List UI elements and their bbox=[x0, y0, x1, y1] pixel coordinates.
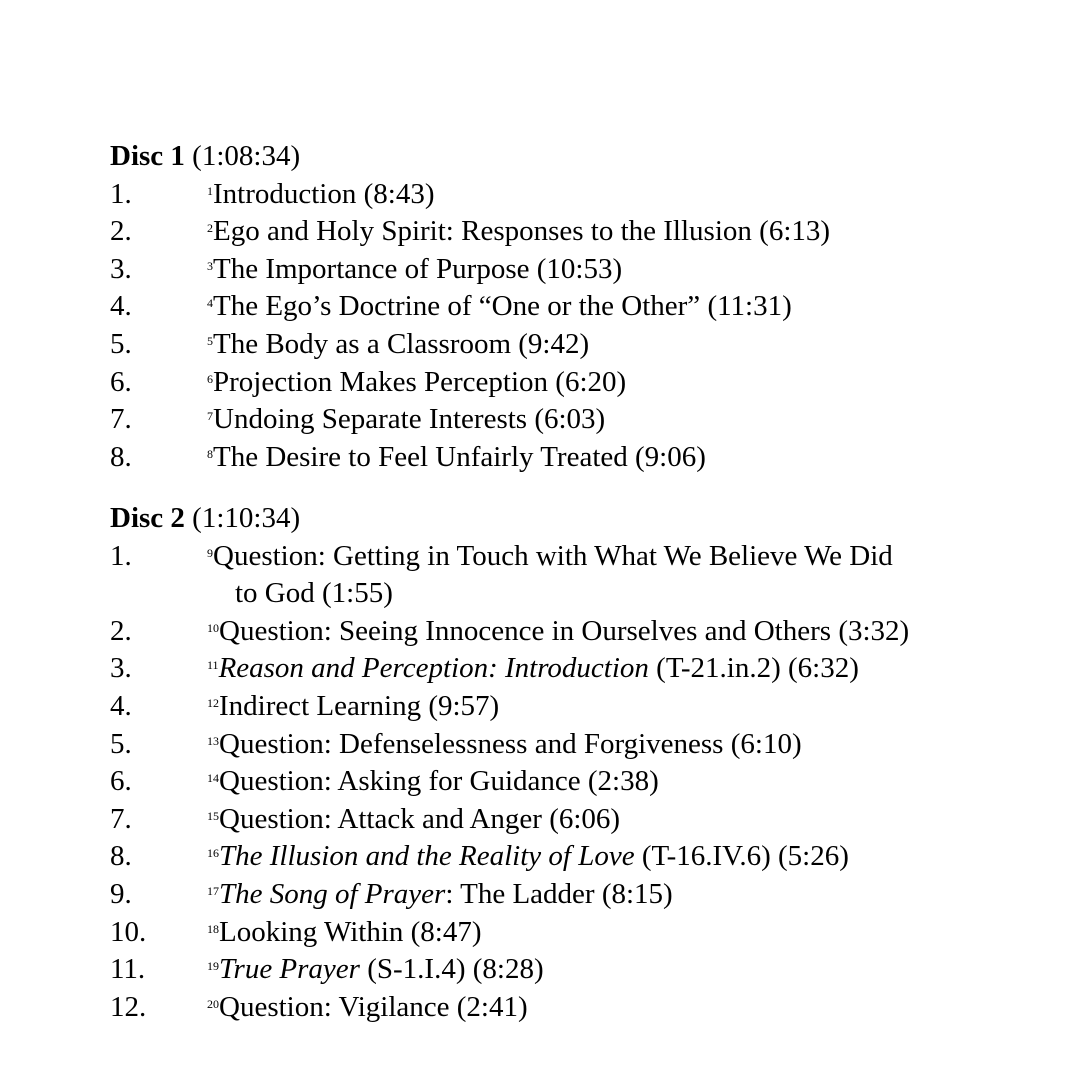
track-text bbox=[207, 439, 830, 477]
track-suffix: (T-21.in.2) (6:32) bbox=[648, 652, 859, 685]
track-title: The Ego’s Doctrine of “One or the Other” bbox=[213, 290, 701, 323]
track-continuation: to God (1:55) bbox=[235, 577, 393, 610]
track-line bbox=[207, 290, 792, 322]
footnote-ref: 17 bbox=[207, 883, 219, 898]
footnote-ref: 3 bbox=[207, 258, 213, 273]
track-title: Projection Makes Perception bbox=[213, 365, 549, 398]
track-number: 10. bbox=[110, 915, 147, 948]
track-title: The Body as a Classroom bbox=[213, 327, 512, 360]
track-number: 4. bbox=[110, 290, 132, 323]
track-line bbox=[207, 403, 605, 435]
track-number: 12. bbox=[110, 990, 147, 1023]
track-number: 5. bbox=[110, 327, 132, 360]
track-line bbox=[207, 840, 849, 872]
track-title: The Desire to Feel Unfairly Treated bbox=[213, 440, 628, 473]
track-text bbox=[207, 613, 909, 651]
track-line bbox=[207, 441, 706, 473]
track-title: Question: Defenselessness and Forgiveness bbox=[219, 727, 724, 760]
track-suffix: (9:06) bbox=[627, 440, 706, 473]
track-text bbox=[207, 989, 909, 1027]
footnote-ref: 5 bbox=[207, 333, 213, 348]
track-text bbox=[207, 326, 830, 364]
track-title: Question: Asking for Guidance bbox=[219, 765, 581, 798]
track-line bbox=[207, 652, 859, 684]
track-number: 4. bbox=[110, 689, 132, 722]
track-line bbox=[207, 728, 802, 760]
footnote-ref: 16 bbox=[207, 846, 219, 861]
track-number: 8. bbox=[110, 440, 132, 473]
track-row bbox=[110, 401, 830, 439]
footnote-ref: 6 bbox=[207, 371, 213, 386]
track-title: Undoing Separate Interests bbox=[213, 403, 528, 436]
footnote-ref: 11 bbox=[207, 658, 219, 673]
track-row bbox=[110, 439, 830, 477]
track-row bbox=[110, 989, 909, 1027]
track-title-italic: True Prayer bbox=[219, 953, 360, 986]
track-suffix: (2:38) bbox=[580, 765, 659, 798]
track-text bbox=[207, 401, 830, 439]
track-list bbox=[110, 538, 909, 1027]
track-line bbox=[207, 615, 909, 647]
track-suffix: (3:32) bbox=[831, 614, 910, 647]
track-title: Question: Vigilance bbox=[219, 990, 450, 1023]
track-row bbox=[110, 914, 909, 952]
disc-header bbox=[110, 500, 909, 538]
track-suffix: (S-1.I.4) (8:28) bbox=[359, 953, 544, 986]
track-line bbox=[207, 690, 499, 722]
track-text bbox=[207, 251, 830, 289]
track-number: 5. bbox=[110, 727, 132, 760]
track-number: 3. bbox=[110, 652, 132, 685]
track-row bbox=[110, 538, 909, 613]
track-line bbox=[207, 916, 482, 948]
track-number: 6. bbox=[110, 365, 132, 398]
track-line bbox=[207, 540, 893, 572]
track-suffix: (6:13) bbox=[751, 215, 831, 248]
track-row bbox=[110, 688, 909, 726]
track-suffix: (2:41) bbox=[449, 990, 528, 1023]
track-text bbox=[207, 213, 830, 251]
track-row bbox=[110, 951, 909, 989]
footnote-ref: 19 bbox=[207, 959, 219, 974]
track-text bbox=[207, 876, 909, 914]
track-row bbox=[110, 326, 830, 364]
track-row bbox=[110, 838, 909, 876]
track-number: 9. bbox=[110, 877, 132, 910]
track-title: Ego and Holy Spirit: Responses to the Illusion bbox=[213, 215, 752, 248]
track-text bbox=[207, 650, 909, 688]
track-title-italic: Reason and Perception: Introduction bbox=[218, 652, 649, 685]
disc-2-section bbox=[110, 500, 909, 1026]
track-suffix: (9:42) bbox=[511, 327, 590, 360]
footnote-ref: 13 bbox=[207, 733, 219, 748]
track-suffix: (11:31) bbox=[700, 290, 792, 323]
track-suffix: (9:57) bbox=[421, 689, 500, 722]
track-suffix: (6:10) bbox=[723, 727, 802, 760]
track-row bbox=[110, 876, 909, 914]
track-row bbox=[110, 176, 830, 214]
track-text bbox=[207, 763, 909, 801]
track-line bbox=[207, 803, 620, 835]
track-row bbox=[110, 763, 909, 801]
track-number: 8. bbox=[110, 840, 132, 873]
track-line bbox=[207, 953, 544, 985]
track-title: Looking Within bbox=[219, 915, 404, 948]
track-text bbox=[207, 288, 830, 326]
disc-label: Disc 2 bbox=[110, 502, 185, 534]
track-row bbox=[110, 213, 830, 251]
track-text bbox=[207, 726, 909, 764]
track-suffix: (6:03) bbox=[527, 403, 606, 436]
track-row bbox=[110, 364, 830, 402]
track-text bbox=[207, 838, 909, 876]
track-text bbox=[207, 364, 830, 402]
track-number: 1. bbox=[110, 177, 132, 210]
footnote-ref: 1 bbox=[207, 183, 213, 198]
track-number: 2. bbox=[110, 614, 132, 647]
track-title-italic: The Song of Prayer bbox=[219, 877, 446, 910]
footnote-ref: 15 bbox=[207, 808, 219, 823]
track-title: Question: Getting in Touch with What We Believe We Did bbox=[213, 539, 893, 572]
track-suffix: : The Ladder (8:15) bbox=[445, 877, 673, 910]
track-list bbox=[110, 176, 830, 477]
track-row bbox=[110, 801, 909, 839]
track-line bbox=[207, 253, 622, 285]
track-number: 7. bbox=[110, 802, 132, 835]
track-number: 7. bbox=[110, 403, 132, 436]
track-title-italic: The Illusion and the Reality of Love bbox=[219, 840, 635, 873]
track-line bbox=[207, 878, 673, 910]
track-line bbox=[207, 178, 434, 210]
track-title: Question: Seeing Innocence in Ourselves and Others bbox=[219, 614, 832, 647]
track-suffix: (6:20) bbox=[548, 365, 627, 398]
track-text bbox=[207, 951, 909, 989]
track-number: 2. bbox=[110, 215, 132, 248]
track-number: 6. bbox=[110, 765, 132, 798]
footnote-ref: 7 bbox=[207, 409, 213, 424]
track-suffix: (T-16.IV.6) (5:26) bbox=[634, 840, 849, 873]
track-title: Introduction bbox=[213, 177, 357, 210]
track-line bbox=[207, 991, 528, 1023]
disc-1-section bbox=[110, 138, 830, 476]
track-row bbox=[110, 650, 909, 688]
track-line bbox=[207, 366, 626, 398]
track-suffix: (10:53) bbox=[529, 252, 623, 285]
track-title: Question: Attack and Anger bbox=[219, 802, 542, 835]
disc-duration: (1:10:34) bbox=[192, 502, 301, 534]
track-number: 3. bbox=[110, 252, 132, 285]
track-suffix: (6:06) bbox=[541, 802, 621, 835]
track-text bbox=[207, 914, 909, 952]
footnote-ref: 12 bbox=[207, 695, 219, 710]
disc-label: Disc 1 bbox=[110, 140, 185, 172]
footnote-ref: 2 bbox=[207, 221, 213, 236]
track-line bbox=[207, 765, 659, 797]
track-number: 11. bbox=[110, 953, 146, 986]
track-text bbox=[207, 688, 909, 726]
track-row bbox=[110, 613, 909, 651]
track-text bbox=[207, 538, 909, 613]
footnote-ref: 18 bbox=[207, 921, 219, 936]
footnote-ref: 4 bbox=[207, 296, 213, 311]
track-line bbox=[207, 328, 589, 360]
track-title: The Importance of Purpose bbox=[213, 252, 530, 285]
track-text bbox=[207, 176, 830, 214]
track-line bbox=[207, 215, 830, 247]
track-title: Indirect Learning bbox=[219, 689, 422, 722]
disc-duration: (1:08:34) bbox=[192, 140, 301, 172]
track-text bbox=[207, 801, 909, 839]
footnote-ref: 10 bbox=[207, 620, 219, 635]
track-number: 1. bbox=[110, 539, 132, 572]
track-row bbox=[110, 726, 909, 764]
track-row bbox=[110, 288, 830, 326]
footnote-ref: 8 bbox=[207, 446, 213, 461]
disc-header bbox=[110, 138, 830, 176]
track-row bbox=[110, 251, 830, 289]
footnote-ref: 9 bbox=[207, 545, 213, 560]
track-suffix: (8:47) bbox=[403, 915, 482, 948]
track-suffix: (8:43) bbox=[356, 177, 435, 210]
footnote-ref: 20 bbox=[207, 996, 219, 1011]
footnote-ref: 14 bbox=[207, 771, 219, 786]
